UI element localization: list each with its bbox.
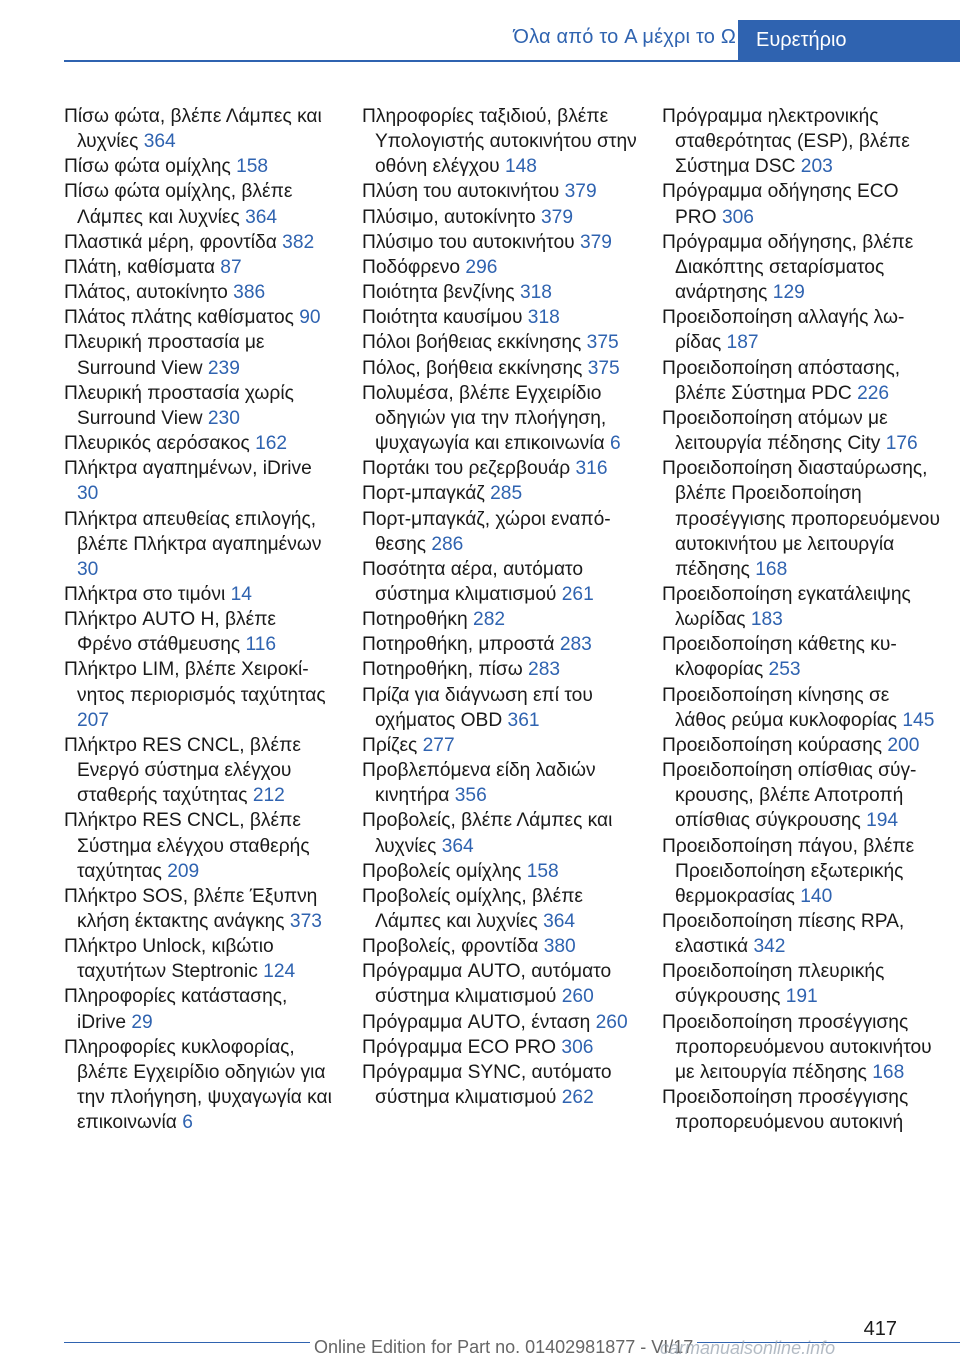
index-entry-text: Ποτηροθήκη, πίσω xyxy=(362,659,523,681)
page-reference-link[interactable]: 316 xyxy=(575,458,608,480)
index-entry xyxy=(362,808,640,858)
index-entry xyxy=(64,230,334,255)
page-reference-link[interactable]: 342 xyxy=(753,936,786,958)
page-reference-link[interactable]: 283 xyxy=(559,634,592,656)
index-entry-text: Πλάτη, καθίσματα xyxy=(64,256,215,278)
page-reference-link[interactable]: 158 xyxy=(236,156,269,178)
index-entry-text: Πλήκτρα αγαπημένων, iDrive xyxy=(64,458,312,480)
page-reference-link[interactable]: 285 xyxy=(490,483,523,505)
index-entry-text: Πίσω φώτα ομίχλης, βλέπε Λάμπες και λυχνίες xyxy=(64,181,293,228)
page-reference-link[interactable]: 283 xyxy=(528,659,561,681)
index-entry-text: Πρόγραμμα AUTO, αυτόματο σύστημα κλιματισμού xyxy=(362,961,612,1008)
index-entry-text: Προειδοποίηση απόστασης, βλέπε Σύστημα PDC xyxy=(662,357,901,404)
page-reference-link[interactable]: 148 xyxy=(504,156,537,178)
page-reference-link[interactable]: 212 xyxy=(252,785,285,807)
index-entry xyxy=(362,330,640,355)
index-entry-text: Πλευρική προστασία με Surround View xyxy=(64,332,265,379)
page-reference-link[interactable]: 364 xyxy=(543,911,576,932)
index-entry xyxy=(662,305,942,355)
index-entry xyxy=(362,607,640,632)
index-column-3 xyxy=(662,104,942,1135)
index-column-2 xyxy=(362,104,640,1110)
index-entry xyxy=(362,683,640,733)
index-entry-text: Πλάτος, αυτοκίνητο xyxy=(64,282,228,304)
index-entry xyxy=(362,934,640,959)
index-entry-text: Πορτ-μπαγκάζ, χώροι εναπόθεσης xyxy=(362,508,611,555)
index-entry xyxy=(662,1085,942,1135)
page-reference-link[interactable]: 364 xyxy=(245,206,278,228)
index-entry-text: Πορτ-μπαγκάζ xyxy=(362,483,485,505)
page-reference-link[interactable]: 260 xyxy=(595,1011,628,1033)
tab-all-a-to-omega[interactable]: Όλα από το A μέχρι το Ω xyxy=(513,26,736,48)
page-reference-link[interactable]: 6 xyxy=(609,433,621,455)
index-entry-text: Πλύσιμο, αυτοκίνητο xyxy=(362,206,536,228)
index-entry-text: Πίσω φώτα ομίχλης xyxy=(64,156,231,178)
page-reference-link[interactable]: 386 xyxy=(233,282,266,304)
index-entry xyxy=(362,356,640,381)
page-reference-link[interactable]: 361 xyxy=(507,709,540,731)
page-reference-link[interactable]: 116 xyxy=(245,634,277,656)
index-entry xyxy=(362,1060,640,1110)
index-entry xyxy=(362,733,640,758)
index-entry-text: Πλευρική προστασία χωρίς Surround View xyxy=(64,382,294,429)
index-entry-text: Πρόγραμμα οδήγησης ECO PRO xyxy=(662,181,899,228)
index-entry-text: Πλήκτρο SOS, βλέπε Έξυπνη κλήση έκτακτης ανάγκης xyxy=(64,885,318,932)
index-entry-text: Πληροφορίες κυκλοφορίας, βλέπε Εγχειρίδιο οδηγιών για την πλοήγηση, ψυχαγωγία και επικοινωνία xyxy=(64,1036,332,1134)
index-entry-text: Ποιότητα καυσίμου xyxy=(362,307,523,329)
index-entry-text: Πρίζες xyxy=(362,734,418,756)
index-entry xyxy=(64,154,334,179)
index-entry xyxy=(64,305,334,330)
index-entry xyxy=(64,456,334,506)
index-entry-text: Πολυμέσα, βλέπε Εγχειρίδιο οδηγιών για την πλοήγηση, ψυχαγωγία και επικοινωνία xyxy=(362,382,607,455)
page-reference-link[interactable]: 162 xyxy=(255,433,288,455)
index-entry xyxy=(362,381,640,456)
page-reference-link[interactable]: 260 xyxy=(561,986,594,1008)
index-entry xyxy=(662,758,942,833)
index-entry-text: Προβολείς ομίχλης xyxy=(362,860,522,882)
index-entry-text: Ποιότητα βενζίνης xyxy=(362,282,515,304)
index-entry-text: Πρόγραμμα ECO PRO xyxy=(362,1036,557,1058)
page-reference-link[interactable]: 382 xyxy=(282,231,315,253)
index-entry xyxy=(662,456,942,582)
index-entry xyxy=(362,557,640,607)
index-entry-text: Πρόγραμμα SYNC, αυτόματο σύστημα κλιματισμού xyxy=(362,1061,612,1109)
page-reference-link[interactable]: 253 xyxy=(768,659,801,681)
index-entry-text: Πρίζα για διάγνωση επί του οχήματος OBD xyxy=(362,684,593,731)
index-entry xyxy=(64,507,334,582)
index-entry xyxy=(662,230,942,305)
index-entry-text: Πρόγραμμα AUTO, ένταση xyxy=(362,1011,591,1033)
index-entry-text: Πορτάκι του ρεζερβουάρ xyxy=(362,458,571,480)
index-entry-text: Πλήκτρο AUTO H, βλέπε Φρένο στάθμευσης xyxy=(64,609,276,656)
page-reference-link[interactable]: 306 xyxy=(721,206,754,228)
index-entry-text: Προειδοποίηση οπίσθιας σύγκρουσης, βλέπε Αποτροπή οπίσθιας σύγκρουσης xyxy=(662,760,917,832)
index-entry-text: Πλήκτρο RES CNCL, βλέπε Σύστημα ελέγχου σταθερής ταχύτητας xyxy=(64,810,310,882)
index-entry xyxy=(662,104,942,179)
index-entry-text: Προβολείς, βλέπε Λάμπες και λυχνίες xyxy=(362,810,613,857)
index-entry-text: Προβλεπόμενα είδη λαδιών κινητήρα xyxy=(362,760,596,807)
index-entry xyxy=(362,255,640,280)
page-reference-link[interactable]: 318 xyxy=(519,282,552,304)
index-entry xyxy=(362,758,640,808)
index-entry xyxy=(64,657,334,732)
page-reference-link[interactable]: 379 xyxy=(541,206,574,228)
index-entry xyxy=(64,1035,334,1136)
page-reference-link[interactable]: 200 xyxy=(887,734,920,756)
index-entry xyxy=(362,179,640,204)
page-reference-link[interactable]: 356 xyxy=(454,785,487,807)
index-entry-text: Πλύση του αυτοκινήτου xyxy=(362,181,560,203)
page-reference-link[interactable]: 6 xyxy=(182,1112,193,1134)
index-entry xyxy=(64,884,334,934)
page-reference-link[interactable]: 379 xyxy=(579,231,612,253)
index-entry-text: Πόλοι βοήθειας εκκίνησης xyxy=(362,332,582,354)
index-entry-text: Ποτηροθήκη, μπροστά xyxy=(362,634,555,656)
index-entry-text: Προβολείς, φροντίδα xyxy=(362,936,539,958)
index-entry xyxy=(64,733,334,808)
index-entry-text: Πληροφορίες ταξιδιού, βλέπε Υπολογιστής αυτοκινήτου στην οθόνη ελέγχου xyxy=(362,106,637,178)
edition-footer: Online Edition for Part no. 01402981877 - VI/17 xyxy=(310,1337,697,1358)
page-reference-link[interactable]: 277 xyxy=(422,734,455,756)
page-reference-link[interactable]: 226 xyxy=(857,382,890,404)
index-entry-text: Πληροφορίες κατάστασης, iDrive xyxy=(64,986,288,1033)
index-entry xyxy=(662,1010,942,1085)
page-reference-link[interactable]: 207 xyxy=(77,709,110,731)
index-entry xyxy=(362,230,640,255)
tab-index[interactable]: Ευρετήριο xyxy=(738,20,960,61)
page-reference-link[interactable]: 158 xyxy=(526,860,559,882)
index-entry-text: Πλαστικά μέρη, φροντίδα xyxy=(64,231,277,253)
index-entry xyxy=(64,934,334,984)
index-entry xyxy=(662,356,942,406)
page-reference-link[interactable]: 187 xyxy=(726,332,759,354)
index-entry-text: Προειδοποίηση προσέγγισης προπορευόμενου αυτοκινή xyxy=(662,1087,909,1134)
page-reference-link[interactable]: 14 xyxy=(230,583,252,605)
index-entry xyxy=(362,1035,640,1060)
page-reference-link[interactable]: 90 xyxy=(299,307,321,329)
index-entry xyxy=(64,179,334,229)
index-entry-text: Πλευρικός αερόσακος xyxy=(64,433,250,455)
page-reference-link[interactable]: 140 xyxy=(800,885,833,907)
index-entry xyxy=(64,381,334,431)
page-reference-link[interactable]: 183 xyxy=(750,609,783,631)
index-entry-text: Προειδοποίηση πάγου, βλέπε Προειδοποίηση εξωτερικής θερμοκρασίας xyxy=(662,835,915,907)
page-reference-link[interactable]: 262 xyxy=(561,1087,594,1109)
index-entry xyxy=(362,884,640,934)
page-number: 417 xyxy=(863,1318,897,1340)
index-entry-text: Πλήκτρο LIM, βλέπε Χειροκίνητος περιορισμός ταχύτητας xyxy=(64,659,326,706)
index-entry xyxy=(662,582,942,632)
index-entry-text: Προειδοποίηση κούρασης xyxy=(662,734,883,756)
index-entry-text: Προειδοποίηση ατόμων με λειτουργία πέδησης City xyxy=(662,407,888,455)
page-reference-link[interactable]: 87 xyxy=(220,256,242,278)
index-entry xyxy=(362,859,640,884)
page-reference-link[interactable]: 29 xyxy=(131,1011,153,1033)
page-reference-link[interactable]: 306 xyxy=(561,1036,594,1058)
index-entry xyxy=(362,1010,640,1035)
index-entry-text: Προειδοποίηση πλευρικής σύγκρουσης xyxy=(662,961,885,1008)
index-entry-text: Πρόγραμμα οδήγησης, βλέπε Διακόπτης σεταρίσματος ανάρτησης xyxy=(662,231,914,304)
index-entry xyxy=(64,607,334,657)
page-reference-link[interactable]: 194 xyxy=(866,810,899,832)
index-entry xyxy=(362,481,640,506)
index-entry xyxy=(64,984,334,1034)
header-divider xyxy=(64,60,960,62)
index-entry xyxy=(662,959,942,1009)
page-reference-link[interactable]: 296 xyxy=(465,256,498,278)
index-entry-text: Πλήκτρα απευθείας επιλογής, βλέπε Πλήκτρα αγαπημένων xyxy=(64,508,322,555)
index-entry xyxy=(64,431,334,456)
index-entry xyxy=(64,808,334,883)
index-entry-text: Πλήκτρο RES CNCL, βλέπε Ενεργό σύστημα ελέγχου σταθερής ταχύτητας xyxy=(64,734,301,807)
page-reference-link[interactable]: 379 xyxy=(564,181,597,203)
index-entry-text: Προειδοποίηση κίνησης σε λάθος ρεύμα κυκλοφορίας xyxy=(662,684,898,731)
page-reference-link[interactable]: 375 xyxy=(586,332,619,354)
index-entry xyxy=(662,909,942,959)
index-entry-text: Πλύσιμο του αυτοκινήτου xyxy=(362,231,575,253)
index-entry-text: Προειδοποίηση κάθετης κυκλοφορίας xyxy=(662,634,897,681)
index-entry xyxy=(362,305,640,330)
index-entry xyxy=(362,657,640,682)
index-entry xyxy=(64,104,334,154)
page-reference-link[interactable]: 282 xyxy=(473,609,506,631)
index-entry-text: Πλήκτρα στο τιμόνι xyxy=(64,583,226,605)
page-reference-link[interactable]: 239 xyxy=(207,357,240,379)
watermark-text: carmanualsonline.info xyxy=(660,1338,836,1358)
index-entry xyxy=(362,456,640,481)
index-entry xyxy=(662,834,942,909)
index-entry-text: Ποδόφρενο xyxy=(362,256,461,278)
page-reference-link[interactable]: 30 xyxy=(77,558,99,580)
index-entry xyxy=(662,179,942,229)
index-entry-text: Πλήκτρο Unlock, κιβώτιο ταχυτήτων Steptronic xyxy=(64,936,274,983)
index-entry-text: Προειδοποίηση διασταύρωσης, βλέπε Προειδοποίηση προσέγγισης προπορευόμενου αυτοκινήτου με λειτουργία πέδησης xyxy=(662,458,940,580)
page-reference-link[interactable]: 373 xyxy=(289,911,322,932)
page-reference-link[interactable]: 168 xyxy=(872,1061,905,1083)
index-entry-text: Πρόγραμμα ηλεκτρονικής σταθερότητας (ESP), βλέπε Σύστημα DSC xyxy=(662,106,910,178)
index-entry xyxy=(64,330,334,380)
page-reference-link[interactable]: 124 xyxy=(263,961,296,983)
page-reference-link[interactable]: 145 xyxy=(902,709,935,731)
index-column-1 xyxy=(64,104,334,1135)
index-entry-text: Προειδοποίηση πίεσης RPA, ελαστικά xyxy=(662,911,905,958)
page-header xyxy=(0,0,960,62)
page-reference-link[interactable]: 203 xyxy=(800,156,833,178)
page-reference-link[interactable]: 364 xyxy=(441,835,474,857)
index-entry xyxy=(362,959,640,1009)
page-reference-link[interactable]: 375 xyxy=(587,357,620,379)
index-entry xyxy=(362,632,640,657)
index-entry xyxy=(362,280,640,305)
index-entry xyxy=(362,104,640,179)
index-entry xyxy=(64,255,334,280)
index-entry-text: Ποσότητα αέρα, αυτόματο σύστημα κλιματισμού xyxy=(362,558,584,605)
page-reference-link[interactable]: 286 xyxy=(431,533,464,555)
page-reference-link[interactable]: 176 xyxy=(885,433,918,455)
index-entry-text: Προειδοποίηση προσέγγισης προπορευόμενου αυτοκινήτου με λειτουργία πέδησης xyxy=(662,1011,932,1083)
index-entry xyxy=(662,683,942,733)
page-reference-link[interactable]: 364 xyxy=(143,131,176,153)
page-reference-link[interactable]: 209 xyxy=(167,860,200,882)
index-entry-text: Πίσω φώτα, βλέπε Λάμπες και λυχνίες xyxy=(64,106,322,153)
index-entry xyxy=(662,406,942,456)
page-reference-link[interactable]: 30 xyxy=(77,483,99,505)
page-reference-link[interactable]: 318 xyxy=(527,307,560,329)
index-entry xyxy=(64,280,334,305)
page-reference-link[interactable]: 230 xyxy=(207,407,240,429)
index-entry-text: Πόλος, βοήθεια εκκίνησης xyxy=(362,357,583,379)
page-reference-link[interactable]: 261 xyxy=(561,583,594,605)
index-entry-text: Πλάτος πλάτης καθίσματος xyxy=(64,307,294,329)
page-reference-link[interactable]: 191 xyxy=(785,986,818,1008)
page-reference-link[interactable]: 129 xyxy=(772,282,805,304)
index-entry xyxy=(662,733,942,758)
index-entry xyxy=(362,205,640,230)
index-entry xyxy=(662,632,942,682)
index-entry xyxy=(64,582,334,607)
index-entry-text: Ποτηροθήκη xyxy=(362,609,468,631)
index-entry-text: Προβολείς ομίχλης, βλέπε Λάμπες και λυχνίες xyxy=(362,885,583,932)
index-entry xyxy=(362,507,640,557)
page-reference-link[interactable]: 168 xyxy=(755,558,788,580)
page-reference-link[interactable]: 380 xyxy=(543,936,576,958)
index-entry-text: Προειδοποίηση αλλαγής λωρίδας xyxy=(662,307,905,354)
index-entry-text: Προειδοποίηση εγκατάλειψης λωρίδας xyxy=(662,583,911,631)
